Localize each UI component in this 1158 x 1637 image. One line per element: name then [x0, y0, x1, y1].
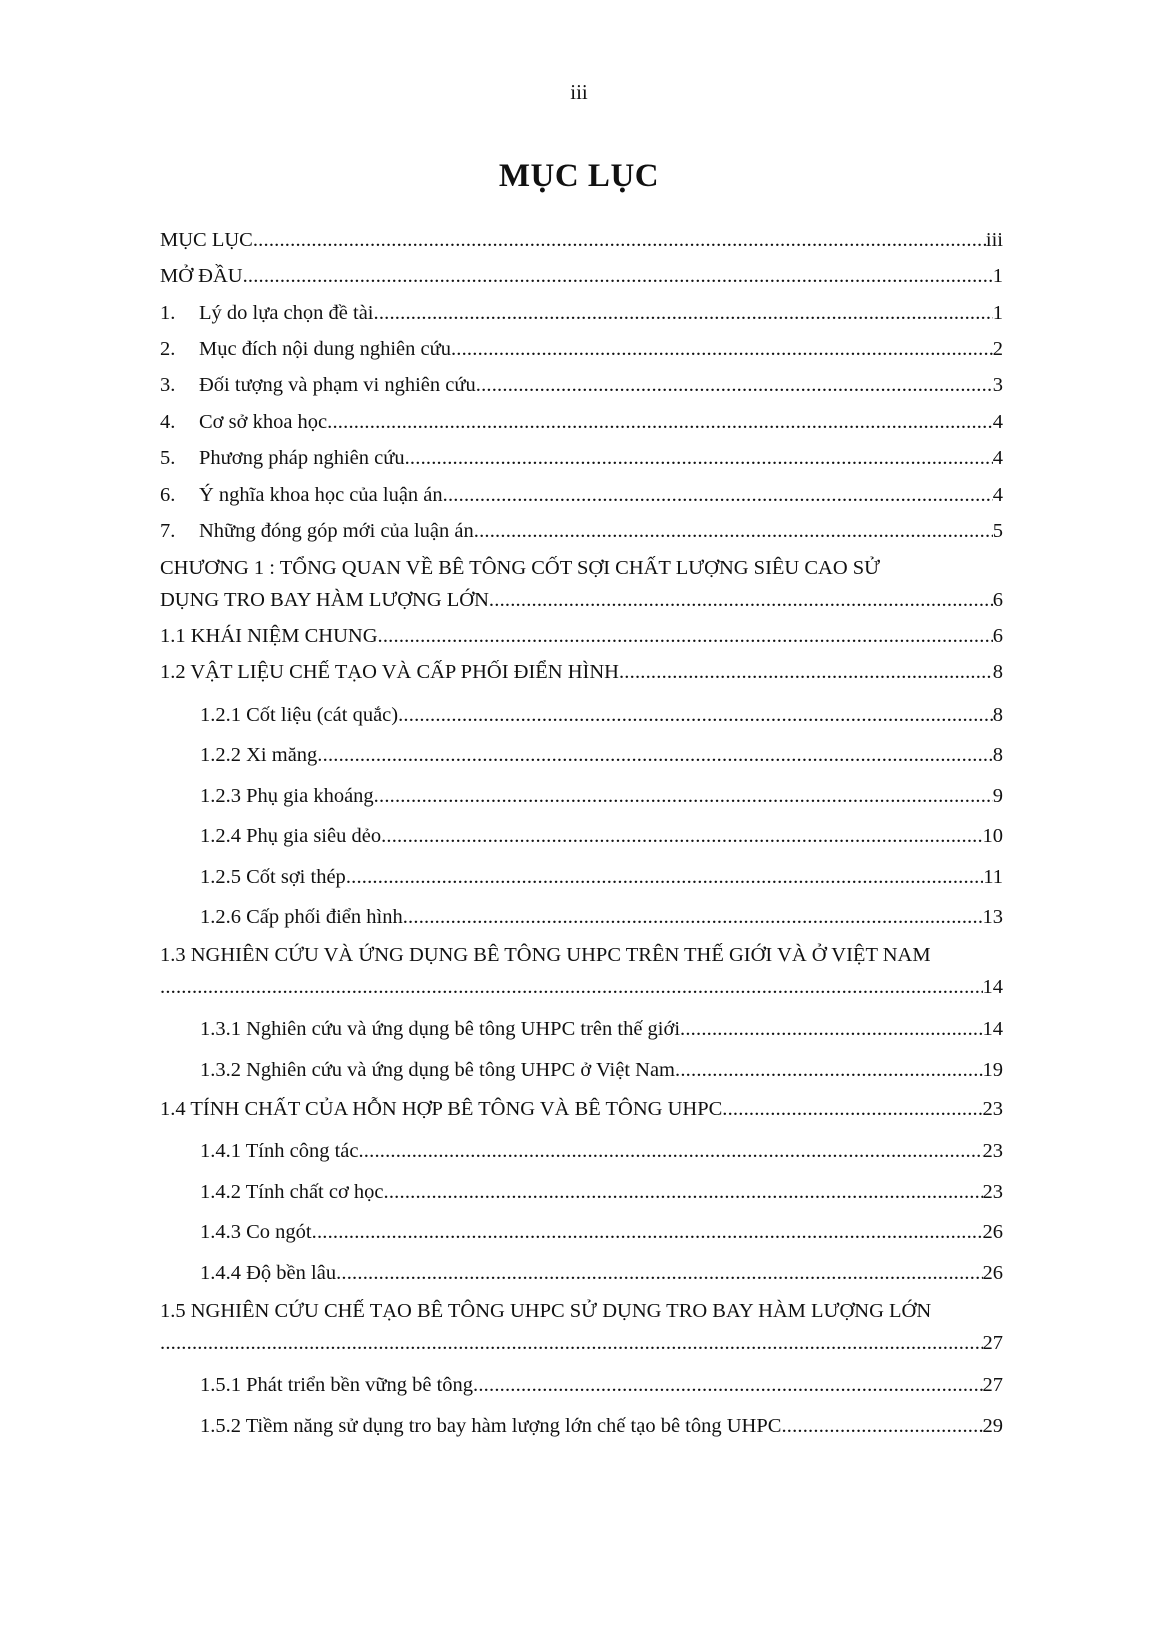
toc-entry-number: 7. — [160, 520, 176, 542]
toc-entry[interactable] — [200, 782, 1003, 810]
toc-entry-page: 4 — [992, 411, 1003, 433]
toc-entry-title: Cơ sở khoa học — [199, 411, 328, 433]
toc-leader — [781, 1412, 982, 1440]
toc-entry-title: Ý nghĩa khoa học của luận án — [199, 484, 443, 506]
toc-entry[interactable] — [200, 1137, 1003, 1165]
toc-entry-page: 8 — [992, 744, 1003, 766]
toc-entry[interactable] — [160, 658, 1003, 686]
toc-entry-title: 1.2.2 Xi măng — [200, 744, 318, 766]
toc-entry[interactable] — [160, 1329, 1003, 1357]
toc-entry-title: 1.2.5 Cốt sợi thép — [200, 866, 346, 888]
toc-entry-title: 1.2.3 Phụ gia khoáng — [200, 785, 374, 807]
toc-entry-page: 2 — [992, 338, 1003, 360]
toc-entry[interactable] — [160, 371, 1003, 399]
toc-entry-title: 1.2.4 Phụ gia siêu dẻo — [200, 825, 382, 847]
toc-entry-title: 1.2 VẬT LIỆU CHẾ TẠO VÀ CẤP PHỐI ĐIỂN HÌNH — [160, 661, 619, 683]
toc-entry-page: 23 — [982, 1098, 1003, 1120]
toc-entry-title: 1.1 KHÁI NIỆM CHUNG — [160, 625, 378, 647]
toc-entry-page: 11 — [983, 866, 1003, 888]
toc-entry-title: 1.4.2 Tính chất cơ học — [200, 1181, 384, 1203]
toc-entry[interactable] — [160, 586, 1003, 614]
toc-leader — [378, 622, 993, 650]
toc-entry-page: 5 — [992, 520, 1003, 542]
toc-leader — [327, 408, 993, 436]
toc-entry-page: 6 — [992, 589, 1003, 611]
toc-entry-page: 6 — [992, 625, 1003, 647]
toc-leader — [451, 335, 993, 363]
toc-entry[interactable] — [160, 1095, 1003, 1123]
toc-entry-page: 19 — [982, 1059, 1003, 1081]
toc-entry-title: 1.3.1 Nghiên cứu và ứng dụng bê tông UHPC trên thế giới — [200, 1018, 681, 1040]
toc-entry-title: Mục đích nội dung nghiên cứu — [199, 338, 451, 360]
toc-leader — [358, 1137, 982, 1165]
toc-entry-number: 5. — [160, 447, 176, 469]
toc-entry[interactable] — [200, 1056, 1003, 1084]
toc-entry[interactable] — [200, 1371, 1003, 1399]
toc-section-title-line1[interactable]: 1.5 NGHIÊN CỨU CHẾ TẠO BÊ TÔNG UHPC SỬ DỤNG TRO BAY HÀM LƯỢNG LỚN — [160, 1300, 932, 1322]
toc-entry-page: 1 — [992, 302, 1003, 324]
toc-entry-page: 23 — [982, 1181, 1003, 1203]
toc-entry[interactable] — [200, 701, 1003, 729]
toc-entry[interactable] — [160, 335, 1003, 363]
toc-leader — [398, 701, 993, 729]
toc-entry[interactable] — [200, 903, 1003, 931]
toc-entry-page: 26 — [982, 1262, 1003, 1284]
toc-entry-title: MỞ ĐẦU — [160, 265, 243, 287]
toc-leader — [312, 1218, 983, 1246]
toc-leader — [253, 226, 986, 254]
toc-entry[interactable] — [200, 863, 1003, 891]
toc-leader — [381, 822, 982, 850]
toc-entry-page: 8 — [992, 661, 1003, 683]
toc-entry-title: 1.4.4 Độ bền lâu — [200, 1262, 337, 1284]
toc-entry[interactable] — [160, 226, 1003, 254]
toc-entry-number: 2. — [160, 338, 176, 360]
toc-entry-number: 4. — [160, 411, 176, 433]
toc-leader — [317, 741, 992, 769]
toc-entry[interactable] — [160, 622, 1003, 650]
toc-entry[interactable] — [200, 741, 1003, 769]
toc-entry[interactable] — [160, 973, 1003, 1001]
toc-chapter-title-line1[interactable]: CHƯƠNG 1 : TỔNG QUAN VỀ BÊ TÔNG CỐT SỢI CHẤT LƯỢNG SIÊU CAO SỬ — [160, 557, 881, 579]
toc-entry-page: 4 — [992, 447, 1003, 469]
toc-entry-page: 26 — [982, 1221, 1003, 1243]
toc-entry-title: 1.4.3 Co ngót — [200, 1221, 312, 1243]
toc-entry-page: 23 — [982, 1140, 1003, 1162]
toc-leader — [405, 444, 993, 472]
page-number: iii — [570, 80, 588, 104]
toc-entry-page: 3 — [992, 374, 1003, 396]
toc-entry-title: 1.2.6 Cấp phối điển hình — [200, 906, 403, 928]
toc-leader — [489, 586, 993, 614]
toc-entry-page: 1 — [992, 265, 1003, 287]
toc-leader — [160, 973, 983, 1001]
toc-entry[interactable] — [160, 517, 1003, 545]
toc-entry[interactable] — [200, 1259, 1003, 1287]
toc-leader — [473, 1371, 982, 1399]
toc-entry-page: 14 — [982, 976, 1003, 998]
toc-leader — [374, 782, 993, 810]
toc-entry[interactable] — [160, 299, 1003, 327]
toc-entry[interactable] — [200, 1015, 1003, 1043]
toc-entry[interactable] — [160, 408, 1003, 436]
toc-entry-title: DỤNG TRO BAY HÀM LƯỢNG LỚN — [160, 589, 489, 611]
toc-leader — [474, 517, 993, 545]
toc-entry-title: Phương pháp nghiên cứu — [199, 447, 405, 469]
toc-entry-page: 8 — [992, 704, 1003, 726]
toc-section-title-line1[interactable]: 1.3 NGHIÊN CỨU VÀ ỨNG DỤNG BÊ TÔNG UHPC TRÊN THẾ GIỚI VÀ Ở VIỆT NAM — [160, 944, 931, 966]
toc-entry[interactable] — [200, 1412, 1003, 1440]
toc-entry-page: 13 — [982, 906, 1003, 928]
toc-entry-page: iii — [985, 229, 1003, 251]
toc-entry-title: Lý do lựa chọn đề tài — [199, 302, 374, 324]
toc-leader — [675, 1056, 982, 1084]
toc-entry-page: 14 — [982, 1018, 1003, 1040]
toc-entry-page: 10 — [982, 825, 1003, 847]
toc-entry-title: 1.2.1 Cốt liệu (cát quắc) — [200, 704, 399, 726]
toc-leader — [476, 371, 993, 399]
toc-entry-title: 1.3.2 Nghiên cứu và ứng dụng bê tông UHPC ở Việt Nam — [200, 1059, 676, 1081]
toc-entry-title: 1.4 TÍNH CHẤT CỦA HỖN HỢP BÊ TÔNG VÀ BÊ TÔNG UHPC — [160, 1098, 723, 1120]
toc-leader — [374, 299, 993, 327]
toc-entry-page: 27 — [982, 1332, 1003, 1354]
toc-entry[interactable] — [160, 262, 1003, 290]
toc-leader — [722, 1095, 982, 1123]
toc-entry[interactable] — [160, 481, 1003, 509]
toc-leader — [443, 481, 993, 509]
toc-entry[interactable] — [160, 444, 1003, 472]
toc-entry-title: Đối tượng và phạm vi nghiên cứu — [199, 374, 476, 396]
toc-entry-page: 9 — [992, 785, 1003, 807]
toc-leader — [160, 1329, 983, 1357]
toc-entry-number: 6. — [160, 484, 176, 506]
toc-entry-number: 1. — [160, 302, 176, 324]
toc-leader — [384, 1178, 983, 1206]
toc-entry-page: 29 — [982, 1415, 1003, 1437]
toc-leader — [619, 658, 993, 686]
toc-entry-page: 27 — [982, 1374, 1003, 1396]
toc-leader — [403, 903, 983, 931]
toc-entry-page: 4 — [992, 484, 1003, 506]
toc-entry-title: Những đóng góp mới của luận án — [199, 520, 474, 542]
toc-leader — [346, 863, 983, 891]
toc-entry[interactable] — [200, 1178, 1003, 1206]
toc-entry-title: MỤC LỤC — [160, 229, 253, 251]
toc-entry[interactable] — [200, 822, 1003, 850]
toc-entry-title: 1.5.1 Phát triển bền vững bê tông — [200, 1374, 474, 1396]
toc-entry-number: 3. — [160, 374, 176, 396]
toc-leader — [243, 262, 993, 290]
toc-leader — [680, 1015, 982, 1043]
page-title: MỤC LỤC — [498, 158, 660, 194]
toc-entry-title: 1.4.1 Tính công tác — [200, 1140, 359, 1162]
toc-entry-title: 1.5.2 Tiềm năng sử dụng tro bay hàm lượng lớn chế tạo bê tông UHPC — [200, 1415, 782, 1437]
toc-entry[interactable] — [200, 1218, 1003, 1246]
toc-leader — [336, 1259, 982, 1287]
